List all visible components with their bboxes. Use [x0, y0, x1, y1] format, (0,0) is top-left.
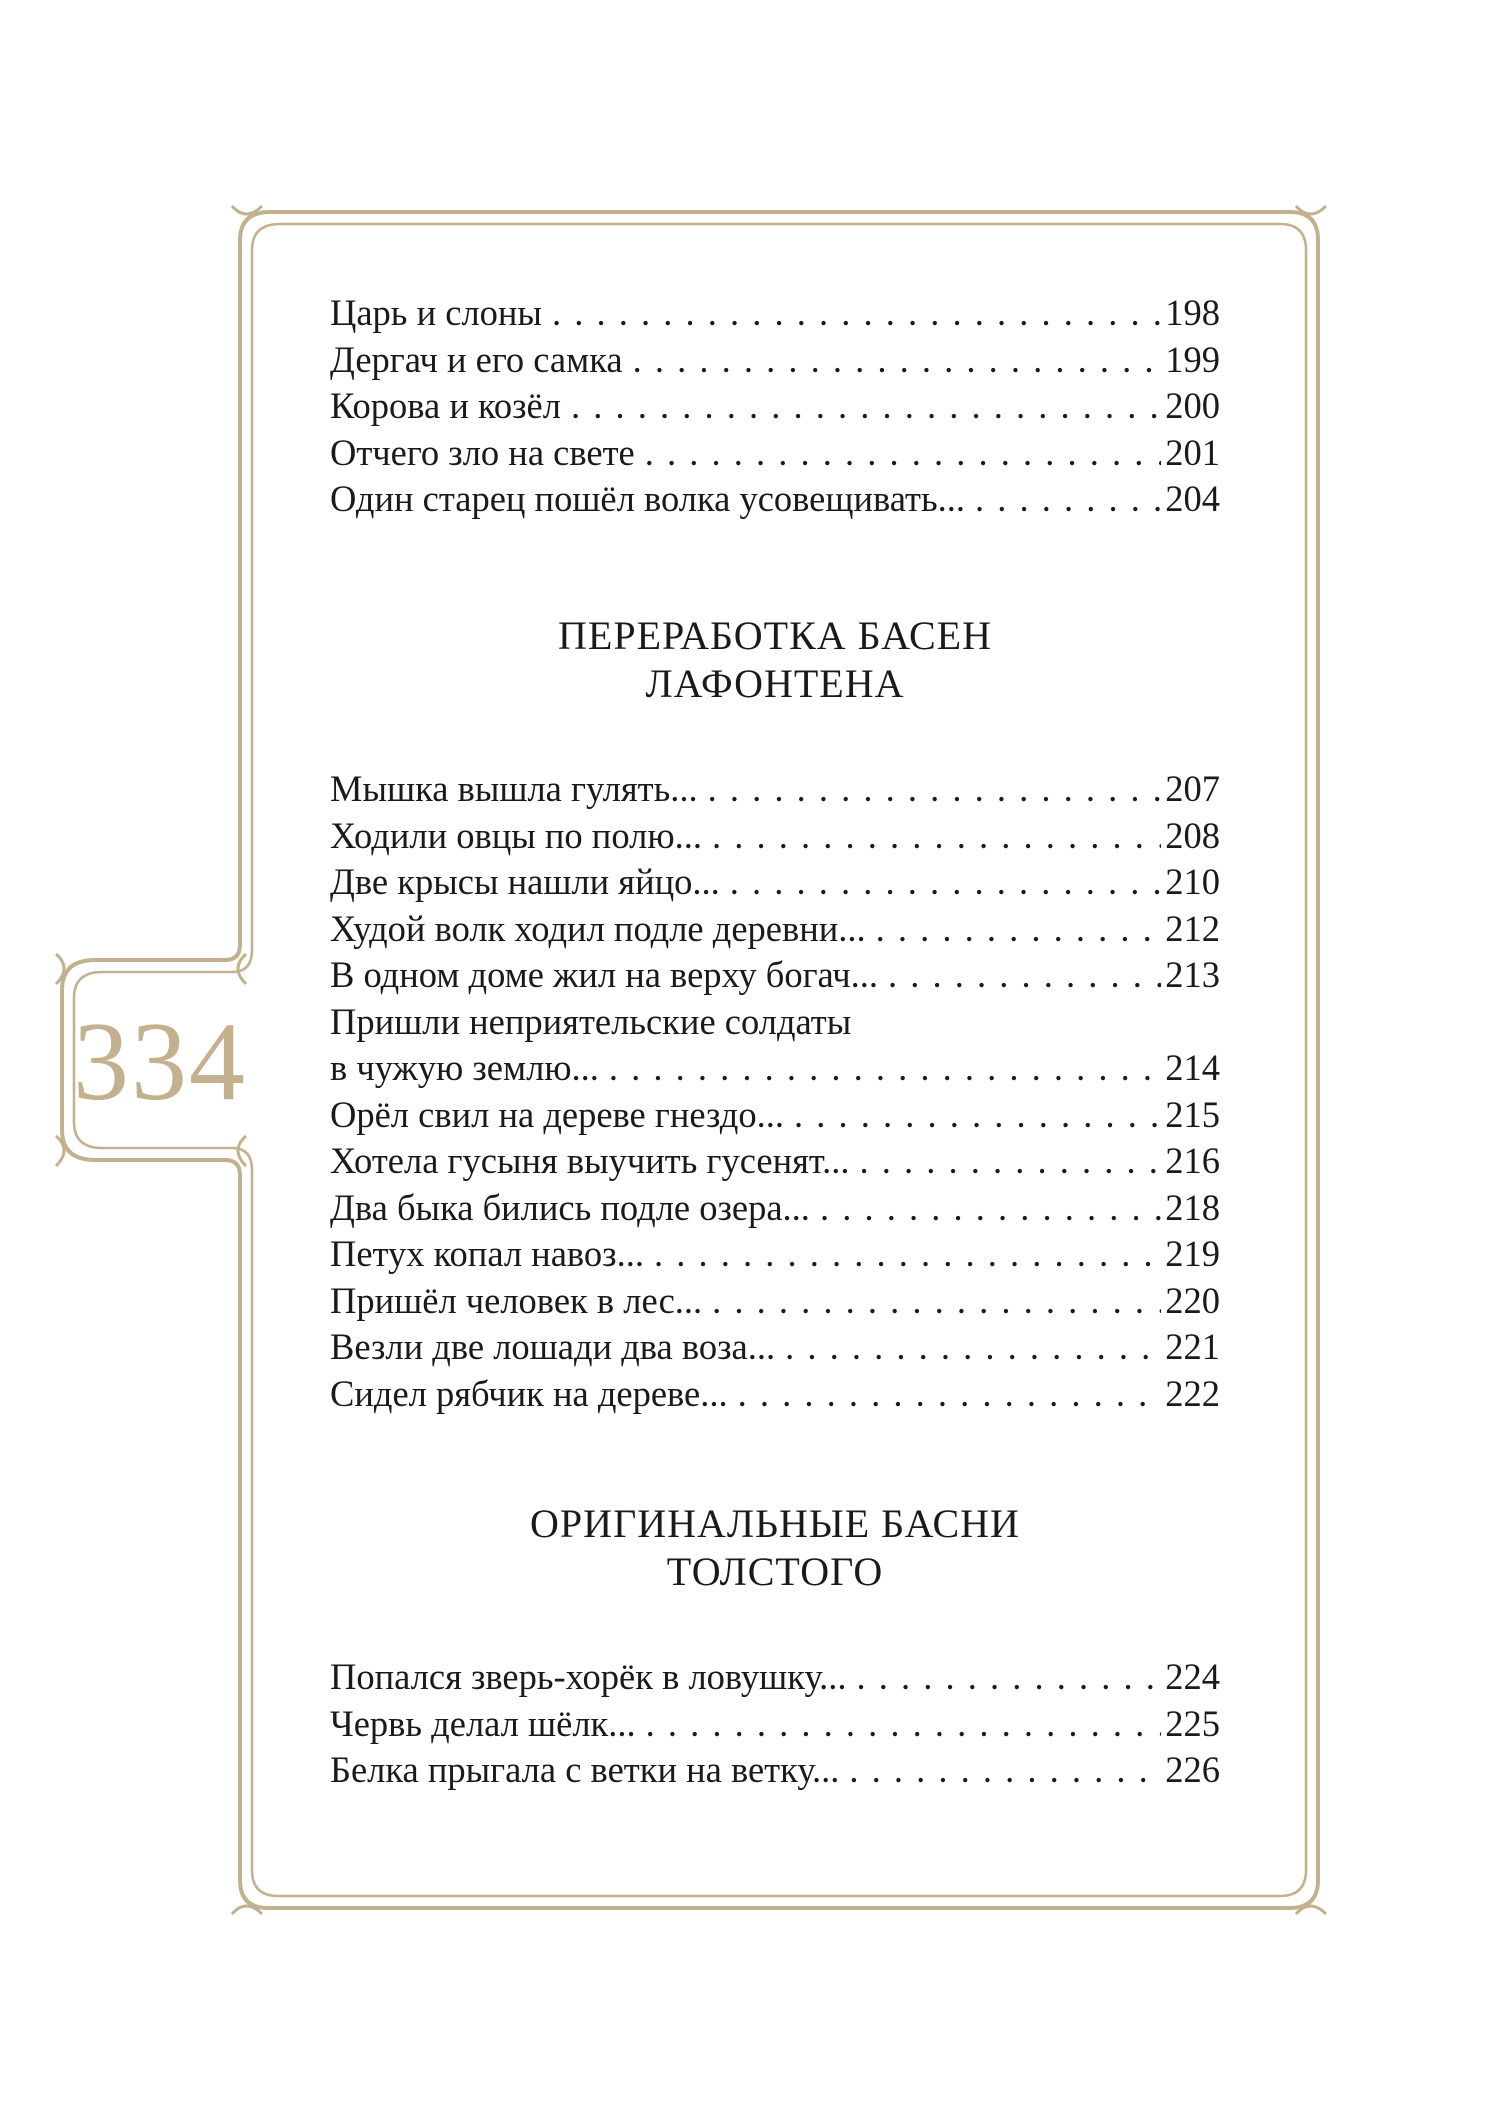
- toc-entry: [330, 1231, 1220, 1278]
- heading-line: ОРИГИНАЛЬНЫЕ БАСНИ: [530, 1501, 1020, 1546]
- entry-page: 207: [1165, 768, 1220, 809]
- entry-page: 224: [1165, 1656, 1220, 1697]
- toc-entry: [330, 383, 1220, 430]
- toc-entry: [330, 1092, 1220, 1139]
- dot-leader: [712, 1278, 1161, 1325]
- dot-leader: [712, 813, 1161, 860]
- toc-entry: [330, 813, 1220, 860]
- toc-entry: [330, 1278, 1220, 1325]
- entry-title: Червь делал шёлк...: [330, 1702, 636, 1744]
- entry-title: Царь и слоны: [330, 292, 542, 333]
- toc-entry: [330, 766, 1220, 813]
- entry-page: 216: [1165, 1140, 1220, 1181]
- dot-leader: [794, 1092, 1161, 1139]
- toc-entry: [330, 1045, 1220, 1092]
- entry-page: 198: [1165, 292, 1220, 333]
- heading-line: ПЕРЕРАБОТКА БАСЕН: [558, 613, 992, 658]
- entry-title: в чужую землю...: [330, 1047, 599, 1088]
- heading-line: ЛАФОНТЕНА: [645, 661, 905, 706]
- toc-entry: [330, 290, 1220, 337]
- toc-entry-list: [330, 766, 1220, 1417]
- toc-entry: [330, 859, 1220, 906]
- dot-leader: [975, 476, 1161, 523]
- dot-leader: [738, 1371, 1162, 1418]
- entry-page: 226: [1165, 1749, 1220, 1790]
- entry-title: В одном доме жил на верху богач...: [330, 954, 879, 995]
- dot-leader: [860, 1138, 1162, 1185]
- entry-title: Один старец пошёл волка усовещивать...: [330, 478, 965, 519]
- entry-title: Везли две лошади два воза...: [330, 1326, 776, 1367]
- entry-page: 200: [1165, 385, 1220, 426]
- entry-page: 201: [1165, 431, 1220, 473]
- entry-page: 204: [1165, 478, 1220, 519]
- dot-leader: [730, 859, 1161, 906]
- dot-leader: [609, 1045, 1161, 1092]
- entry-title: Мышка вышла гулять...: [330, 768, 698, 809]
- toc-entry: [330, 1185, 1220, 1232]
- dot-leader: [708, 766, 1162, 813]
- toc-entry: [330, 1747, 1220, 1794]
- toc-entry-list: [330, 1654, 1220, 1794]
- entry-page: 213: [1165, 954, 1220, 995]
- toc-entry: [330, 337, 1220, 384]
- toc-entry: [330, 906, 1220, 953]
- toc-entry: [330, 952, 1220, 999]
- dot-leader: [646, 1701, 1162, 1748]
- entry-title: Дергач и его самка: [330, 338, 623, 380]
- toc-entry: [330, 1654, 1220, 1701]
- toc-entry-wrapped-first-line: Пришли неприятельские солдаты: [330, 1000, 852, 1042]
- entry-page: 222: [1165, 1372, 1220, 1414]
- toc-entry: [330, 430, 1220, 477]
- entry-page: 219: [1165, 1233, 1220, 1274]
- dot-leader: [888, 952, 1161, 999]
- dot-leader: [849, 1747, 1161, 1794]
- entry-title: Орёл свил на дереве гнездо...: [330, 1093, 784, 1135]
- entry-page: 218: [1165, 1186, 1220, 1228]
- dot-leader: [571, 383, 1161, 430]
- heading-line: ТОЛСТОГО: [666, 1549, 884, 1594]
- entry-page: 215: [1165, 1093, 1220, 1135]
- toc-section-tolstoy-original: [330, 1500, 1220, 1794]
- entry-title: Попался зверь-хорёк в ловушку...: [330, 1656, 847, 1697]
- entry-page: 220: [1165, 1279, 1220, 1321]
- entry-page: 214: [1165, 1047, 1220, 1088]
- dot-leader: [633, 337, 1162, 384]
- toc-section-continued: [330, 290, 1220, 523]
- entry-title: Две крысы нашли яйцо...: [330, 861, 720, 902]
- toc-entry: [330, 1371, 1220, 1418]
- entry-title: Сидел рябчик на дереве...: [330, 1372, 728, 1414]
- section-heading: [330, 612, 1220, 708]
- dot-leader: [820, 1185, 1161, 1232]
- page-number: 334: [73, 1000, 247, 1124]
- entry-page: 210: [1165, 861, 1220, 902]
- dot-leader: [876, 906, 1162, 953]
- dot-leader: [785, 1324, 1161, 1371]
- entry-title: Белка прыгала с ветки на ветку...: [330, 1749, 840, 1790]
- entry-page: 221: [1165, 1326, 1220, 1367]
- entry-page: 208: [1165, 814, 1220, 856]
- entry-page: 199: [1165, 338, 1220, 380]
- toc-entry: [330, 1324, 1220, 1371]
- toc-entry: [330, 476, 1220, 523]
- entry-title: Петух копал навоз...: [330, 1233, 644, 1274]
- section-heading: [330, 1500, 1220, 1596]
- entry-title: Корова и козёл: [330, 385, 561, 426]
- entry-title: Пришёл человек в лес...: [330, 1279, 703, 1321]
- entry-title: Ходили овцы по полю...: [330, 814, 702, 856]
- dot-leader: [552, 290, 1161, 337]
- dot-leader: [654, 1231, 1161, 1278]
- toc-entry-list: [330, 290, 1220, 523]
- entry-page: 225: [1165, 1702, 1220, 1744]
- entry-page: 212: [1165, 907, 1220, 949]
- entry-title: Два быка бились подле озера...: [330, 1186, 810, 1228]
- toc-section-lafontaine: [330, 612, 1220, 1417]
- dot-leader: [645, 430, 1162, 477]
- entry-title: Хотела гусыня выучить гусенят...: [330, 1140, 850, 1181]
- dot-leader: [856, 1654, 1161, 1701]
- toc-entry: [330, 1701, 1220, 1748]
- entry-title: Худой волк ходил подле деревни...: [330, 907, 866, 949]
- entry-title: Отчего зло на свете: [330, 431, 635, 473]
- toc-entry: [330, 1138, 1220, 1185]
